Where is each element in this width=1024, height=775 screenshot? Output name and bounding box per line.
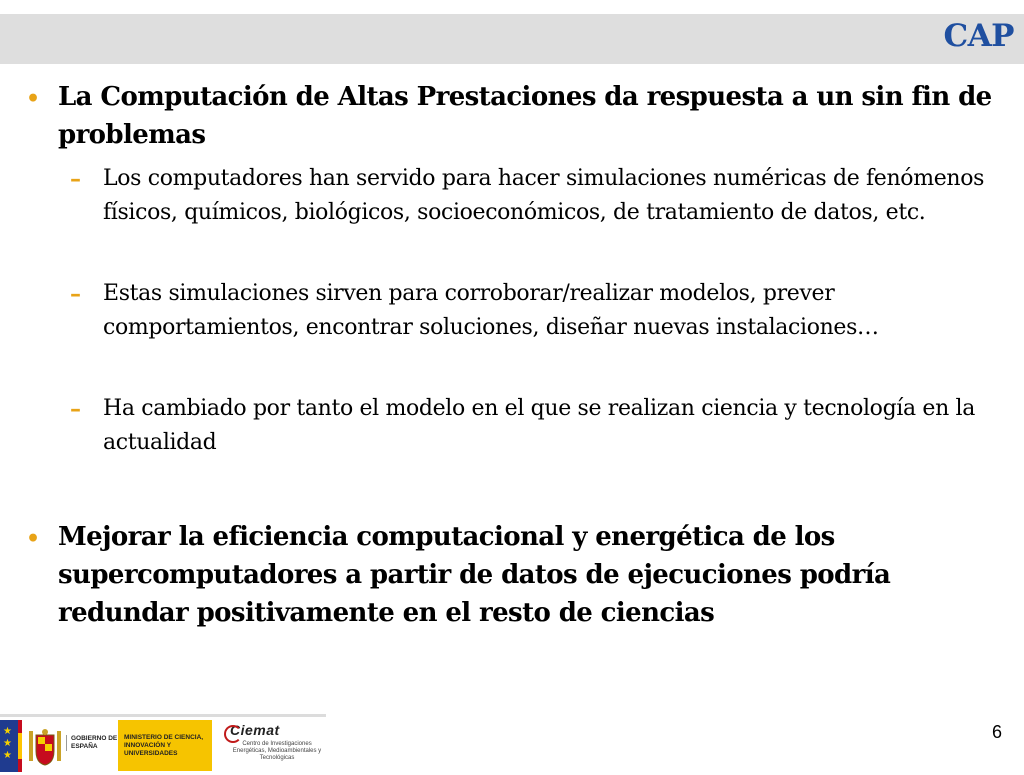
eu-flag-icon: ★ ★ ★	[0, 720, 18, 772]
subitem-1-3	[70, 392, 998, 460]
footer-logos	[0, 714, 326, 771]
bullet-2	[26, 518, 998, 632]
bullet-marker: •	[26, 526, 40, 552]
ministerio-label: MINISTERIO DE CIENCIA, INNOVACIÓN Y UNIVERSIDADES	[124, 734, 204, 757]
coat-of-arms-icon	[26, 727, 64, 771]
ciemat-logo	[230, 722, 280, 738]
bullet-1-text: La Computación de Altas Prestaciones da respuesta a un sin fin de problemas	[58, 82, 992, 150]
dash-marker: –	[70, 166, 81, 192]
ciemat-subtitle: Centro de Investigaciones Energéticas, Medioambientales y Tecnológicas	[232, 741, 322, 761]
page-number: 6	[991, 722, 1002, 742]
ministerio-box	[118, 720, 212, 771]
header-bar	[0, 14, 1024, 64]
subitem-1-3-text: Ha cambiado por tanto el modelo en el que se realizan ciencia y tecnología en la actualidad	[103, 396, 975, 455]
subitem-1-1-text: Los computadores han servido para hacer simulaciones numéricas de fenómenos físicos, químicos, biológicos, socioeconómicos, de tratamiento de datos, etc.	[103, 166, 985, 225]
dash-marker: –	[70, 281, 81, 307]
gobierno-label: GOBIERNO DE ESPAÑA	[66, 735, 123, 751]
subitem-1-1	[70, 162, 998, 230]
spain-flag-icon	[18, 720, 22, 772]
subitem-1-2	[70, 277, 998, 345]
bullet-2-text: Mejorar la eficiencia computacional y energética de los supercomputadores a partir de datos de ejecuciones podría redundar positivamente en el resto de ciencias	[58, 522, 891, 628]
bullet-1	[26, 78, 998, 154]
subitem-1-2-text: Estas simulaciones sirven para corroborar/realizar modelos, prever comportamientos, encontrar soluciones, diseñar nuevas instalaciones…	[103, 281, 879, 340]
slide-header-title: CAP	[943, 18, 1014, 54]
ciemat-name: Ciemat	[230, 722, 280, 738]
dash-marker: –	[70, 396, 81, 422]
bullet-marker: •	[26, 86, 40, 112]
